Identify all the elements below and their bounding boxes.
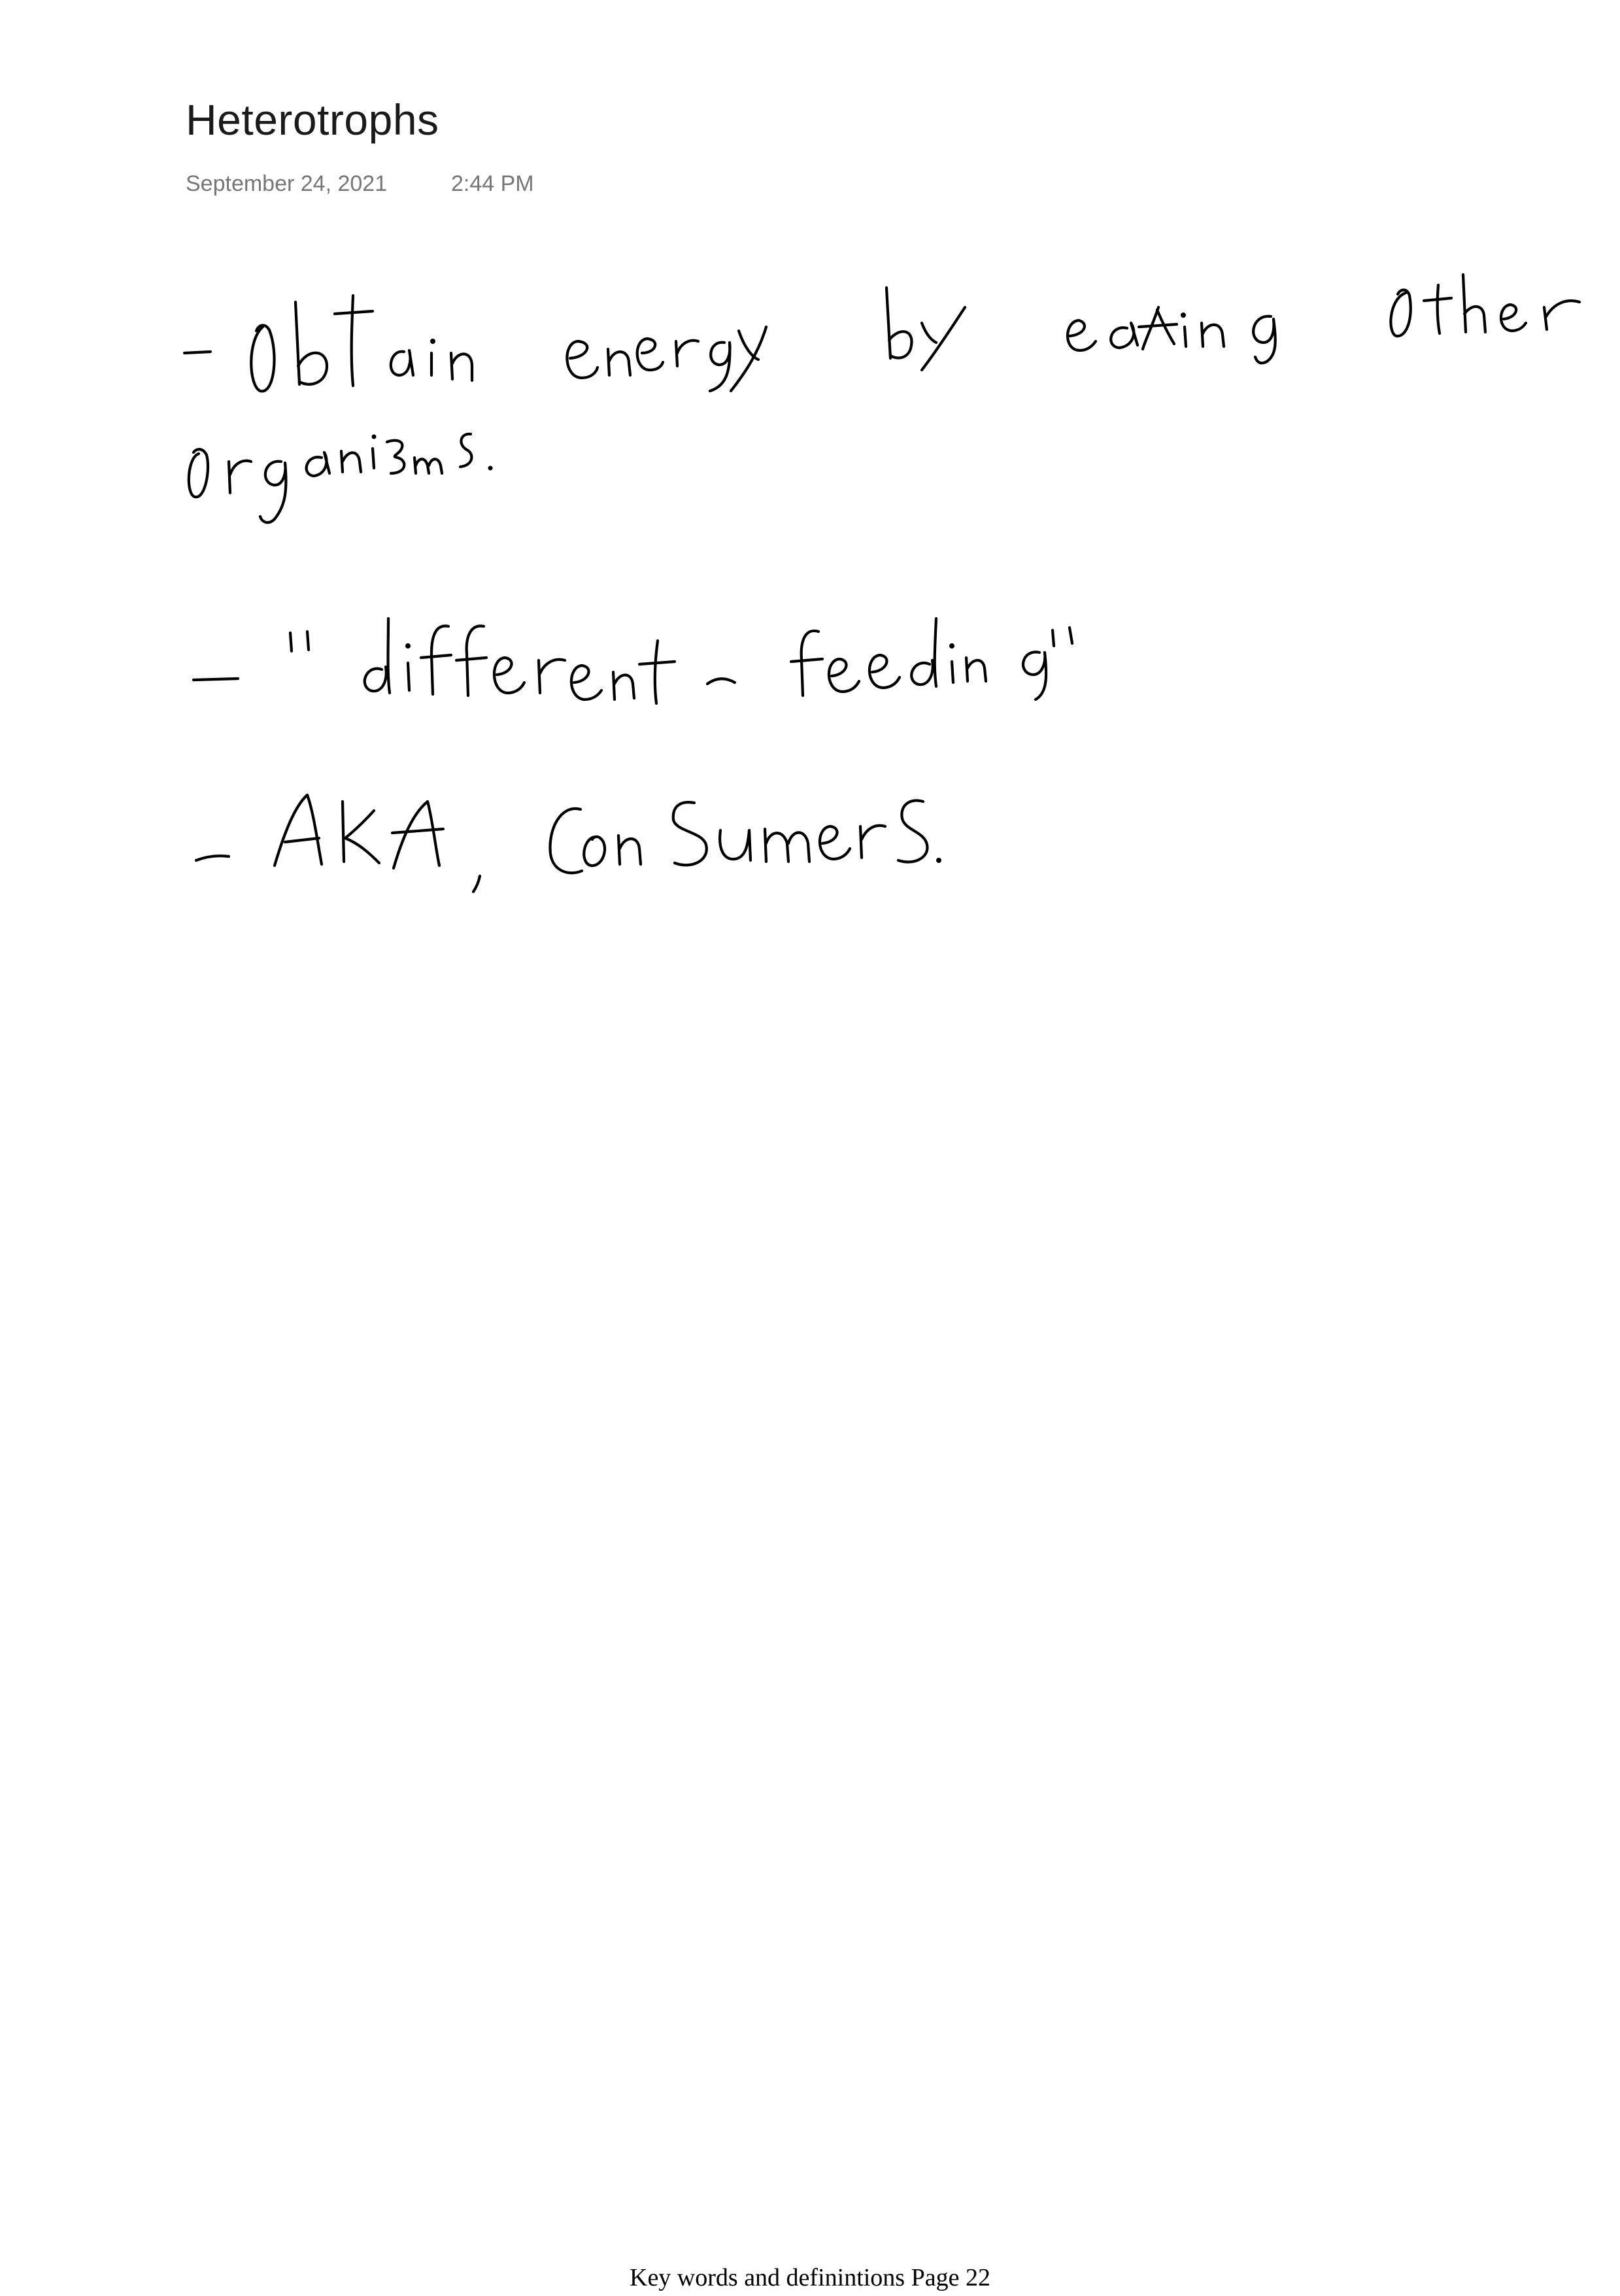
footer-page-label: Page bbox=[911, 2264, 960, 2291]
page-meta bbox=[186, 171, 534, 197]
page-footer bbox=[0, 2263, 1620, 2292]
handwritten-line-2 bbox=[194, 618, 1072, 703]
page-title: Heterotrophs bbox=[186, 95, 439, 144]
page-date: September 24, 2021 bbox=[186, 171, 388, 196]
page-time: 2:44 PM bbox=[451, 171, 534, 196]
footer-section-name: Key words and definintions bbox=[630, 2264, 905, 2291]
handwritten-line-1 bbox=[184, 275, 1579, 391]
footer-page-number: 22 bbox=[965, 2264, 990, 2291]
handwritten-line-1b bbox=[189, 434, 493, 522]
handwritten-line-3 bbox=[196, 795, 941, 892]
